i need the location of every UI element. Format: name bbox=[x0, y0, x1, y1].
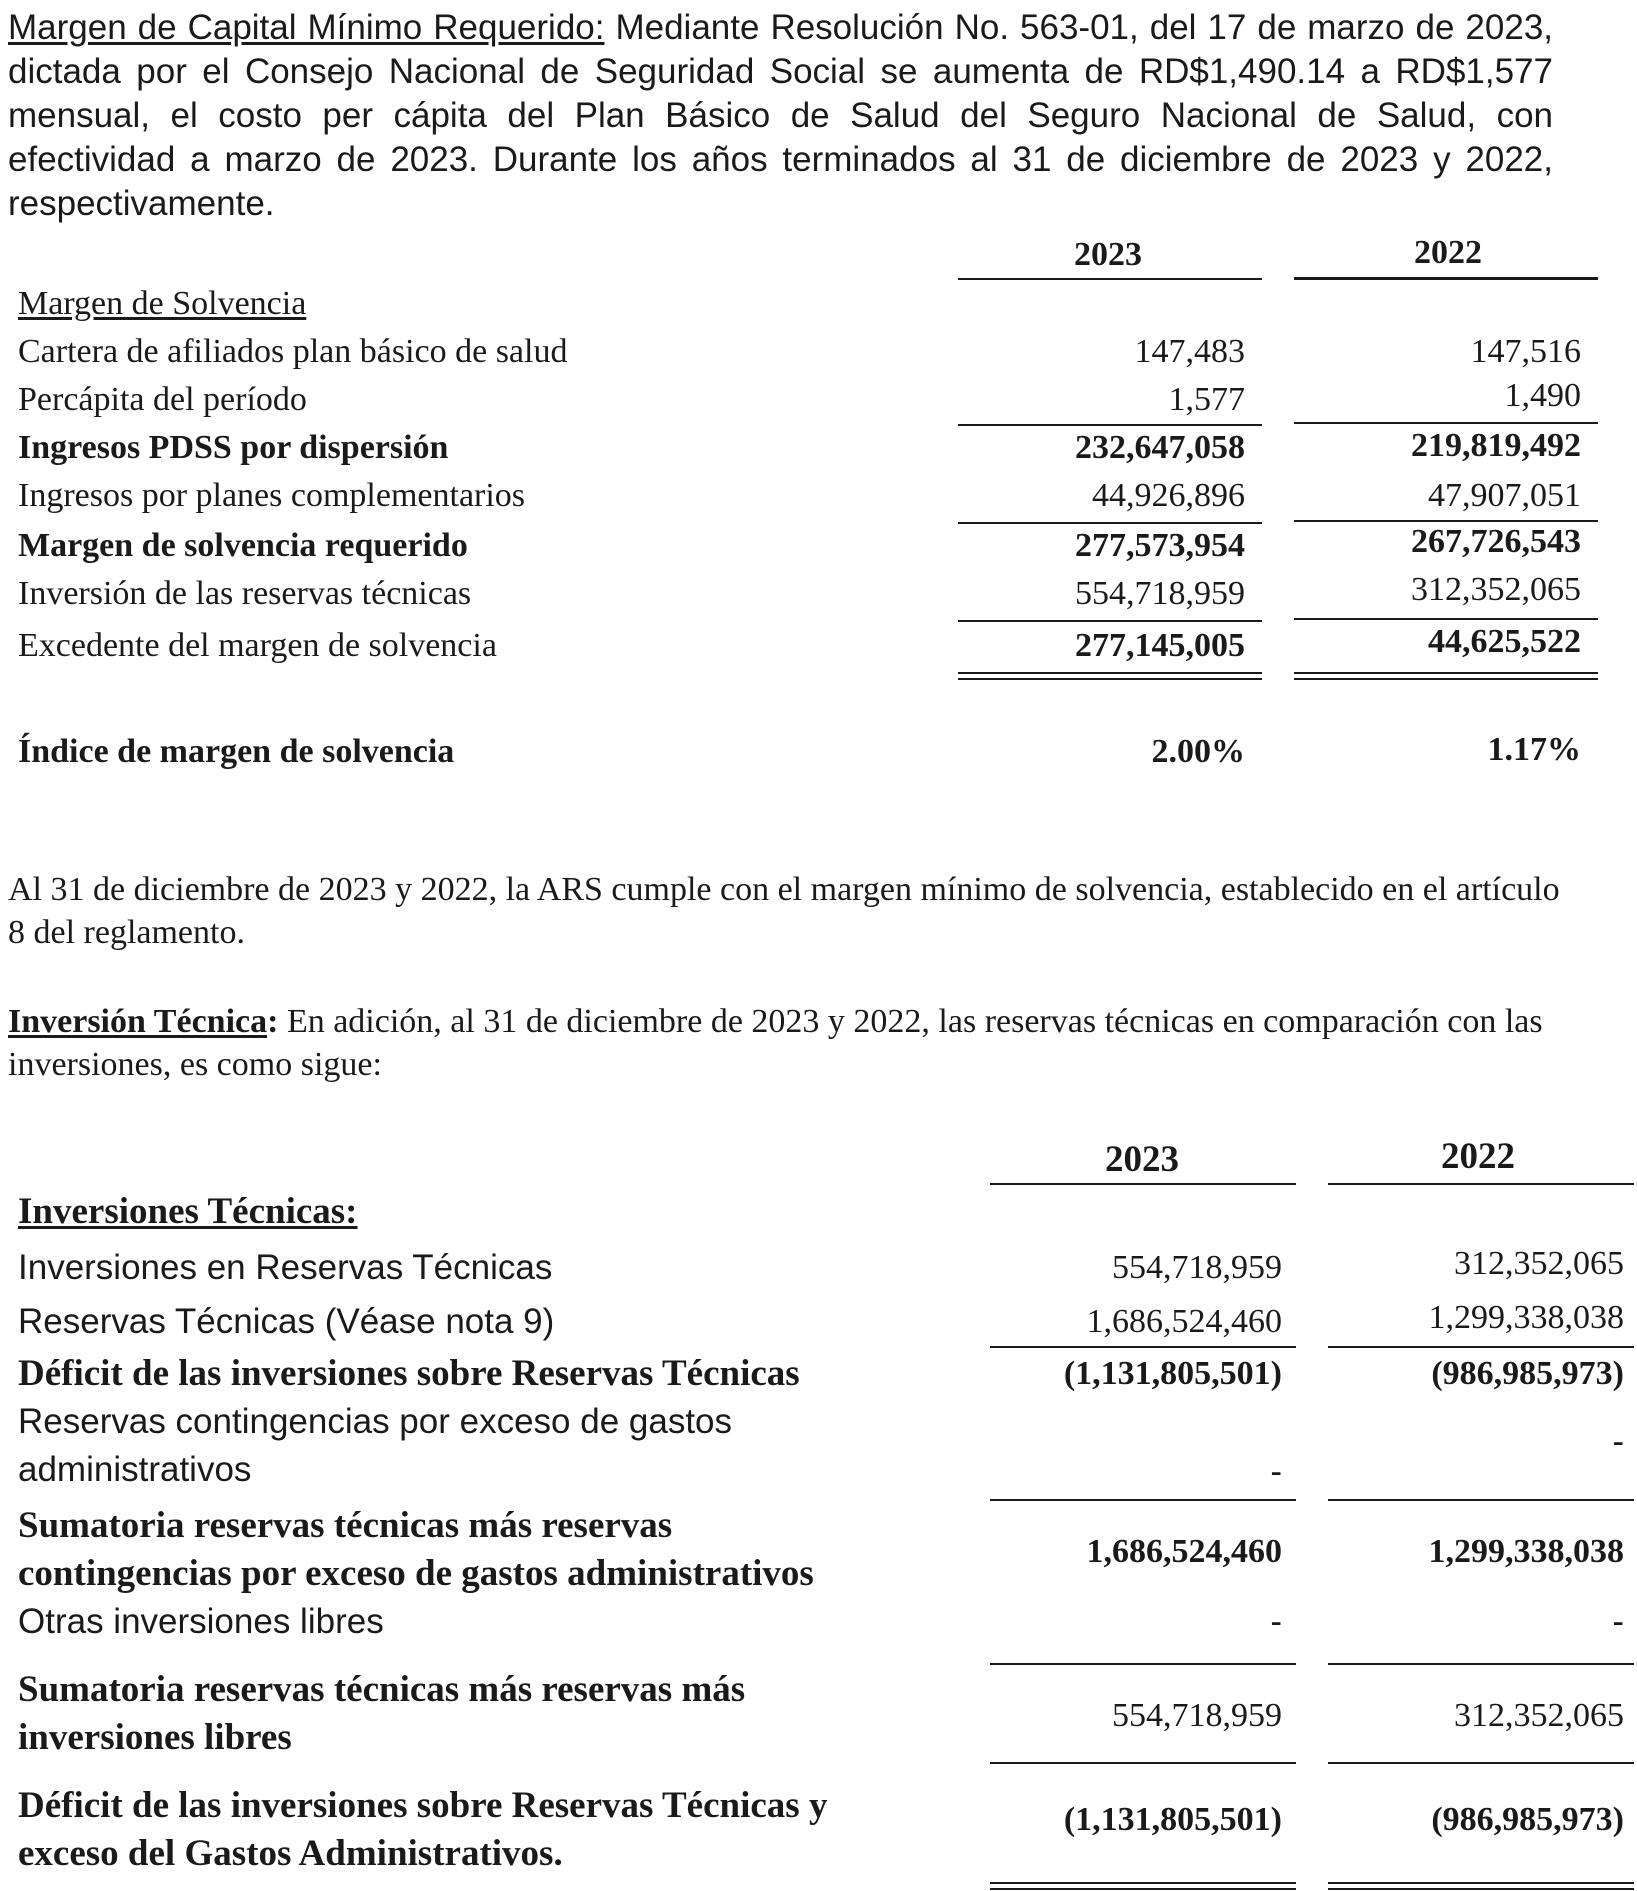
investments-col-2022: 2022 bbox=[1441, 1136, 1515, 1177]
solvency-col-2022: 2022 bbox=[1414, 234, 1482, 271]
table-row: Reservas contingencias por exceso de gastos administrativos - - bbox=[18, 1402, 1624, 1491]
solvency-col-2023-rule bbox=[958, 278, 1262, 280]
intro-title: Margen de Capital Mínimo Requerido: bbox=[8, 8, 605, 47]
solvency-table: 2023 2022 Margen de Solvencia Cartera de afiliados plan básico de salud 147,483 147,516 Percápita del período 1,577 1,490 Ingresos PDSS por dispersión 232,647,058 219,819,492 Ingresos por planes complementarios 44,926,896 47,907,051 Margen de solvencia requerido 277,573,954 267,726,543 Inversión de las reservas técnicas 554,718,959 312,352,065 Excedente del margen de solvencia 277,145,005 44,625,522 Índice de margen de solvencia 2.00% 1.17% bbox=[18, 230, 1618, 790]
intro-paragraph bbox=[8, 6, 1553, 226]
intro-text: Mediante Resolución No. 563-01, del 17 de marzo de 2023, dictada por el Consejo Nacional de Seguridad Social se aumenta de RD$1,490.14 a RD$1,577 mensual, el costo per cápita del Plan Básico de Salud del Seguro Nacional de Salud, con efectividad a marzo de 2023. Durante los años terminados al 31 de diciembre de 2023 y 2022, respectivamente. bbox=[8, 8, 1554, 223]
technical-paragraph: Inversión Técnica: En adición, al 31 de diciembre de 2023 y 2022, las reservas técnicas en comparación con las inversiones, es como sigue: bbox=[8, 1003, 1543, 1083]
solvency-col-2022-rule bbox=[1294, 277, 1598, 280]
investments-col-2023: 2023 bbox=[1105, 1139, 1179, 1180]
technical-title: Inversión Técnica bbox=[8, 1003, 268, 1040]
investments-table: 2023 2022 Inversiones Técnicas: Inversiones en Reservas Técnicas 554,718,959 312,352,065 Reservas Técnicas (Véase nota 9) 1,686,524,460 1,299,338,038 Déficit de las inversiones sobre Reservas Técnicas (1,131,805,501) (986,985,973) Reservas contingencias por exceso de gastos administrativos - - Sumatoria reservas técnicas más reservas contingencias por exceso de gastos administrativos 1,686,524,460 1,299,338,038 Otras inversiones libres - - Sumatoria reservas técnicas más reservas más inversiones libres 554,718,959 312,352,065 Déficit de las inversiones sobre Reservas Técnicas y exceso del Gastos Administrativos. (1,131,805,501) (986,985,973) bbox=[18, 1130, 1637, 1890]
compliance-paragraph: Al 31 de diciembre de 2023 y 2022, la ARS cumple con el margen mínimo de solvencia, establecido en el artículo 8 del reglamento. bbox=[8, 871, 1560, 951]
technical-text: En adición, al 31 de diciembre de 2023 y 2022, las reservas técnicas en comparación con las inversiones, es como sigue: bbox=[8, 1003, 1543, 1083]
solvency-col-2023: 2023 bbox=[1074, 236, 1142, 273]
